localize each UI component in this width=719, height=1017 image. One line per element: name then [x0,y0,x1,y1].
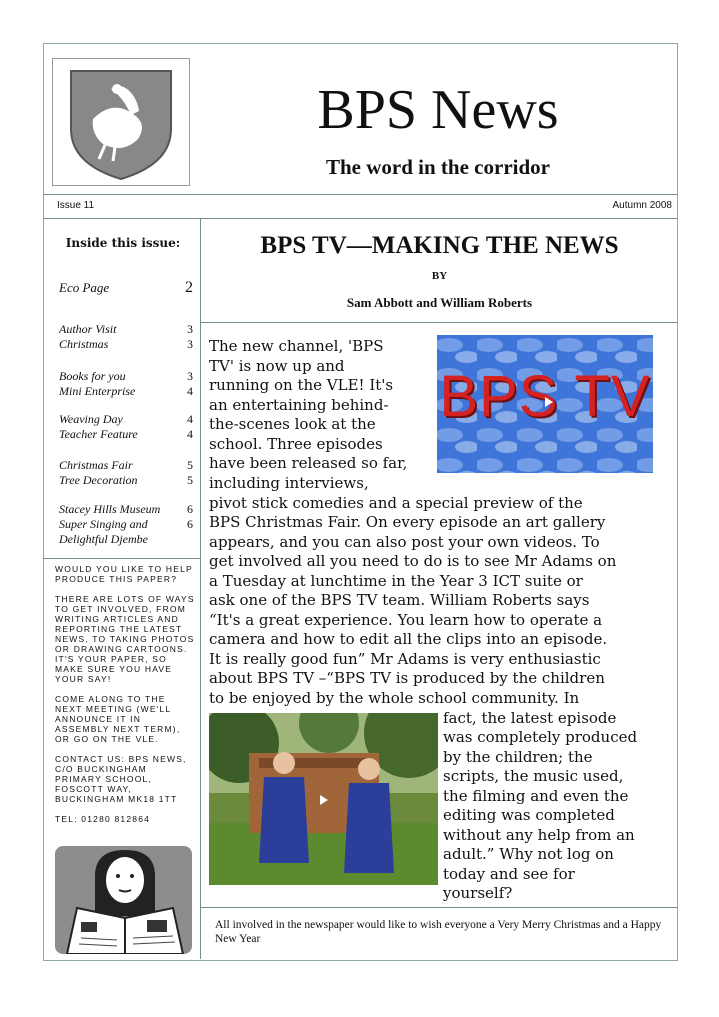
toc-page: 4 [187,384,193,398]
article-line: the-scenes look at the [209,415,376,433]
toc-item[interactable] [59,279,193,297]
issue-bar-rule [43,218,677,219]
toc-item[interactable] [59,384,193,399]
phone-paragraph: TEL: 01280 812864 [55,814,151,824]
info-paragraph: THERE ARE LOTS OF WAYS TO GET INVOLVED, FROM WRITING ARTICLES AND REPORTING THE LATEST NEWS, TO TAKING PHOTOS OR DRAWING CARTOONS. IT'S YOUR PAPER, SO MAKE SURE YOU HAVE YOUR SAY! [55,594,195,684]
article-line: ask one of the BPS TV team. William Roberts says [209,591,590,609]
info-paragraph: WOULD YOU LIKE TO HELP PRODUCE THIS PAPER? [55,564,193,584]
toc-label: Tree Decoration [59,473,138,487]
article-line: running on the VLE! It's [209,376,394,394]
toc-label: Christmas Fair [59,458,133,472]
article-line: was completely produced [443,728,638,746]
sidebar-rule [43,558,201,559]
bps-tv-image[interactable] [437,335,653,473]
article-line: including interviews, [209,474,369,492]
toc-item[interactable] [59,517,193,532]
issue-date: Autumn 2008 [612,200,672,211]
toc-group [59,369,193,399]
toc-item[interactable] [59,502,193,517]
school-crest [52,58,190,186]
info-paragraph: COME ALONG TO THE NEXT MEETING (WE'LL ANNOUNCE IT IN ASSEMBLY NEXT TERM), OR GO ON THE VLE. [55,694,181,744]
toc-group [59,458,193,488]
article-line: camera and how to edit all the clips into an episode. [209,630,608,648]
toc-page: 4 [187,412,193,426]
toc-label: Stacey Hills Museum [59,502,161,516]
newspaper-reader-clipart [55,846,192,954]
toc-feature [59,279,193,297]
article-by: BY [431,270,448,282]
article-authors: Sam Abbott and William Roberts [346,295,533,310]
toc-item[interactable] [59,532,193,547]
article-line: pivot stick comedies and a special preview of the [209,494,583,512]
article-line: scripts, the music used, [443,767,624,785]
play-icon[interactable] [545,397,553,407]
column-divider [200,218,201,959]
article-line: yourself? [443,884,513,902]
article-line: an entertaining behind- [209,396,389,414]
tv-logo-text: BPS TV [439,364,651,429]
article-line: to be enjoyed by the whole school community. In [209,689,580,707]
toc-page: 3 [187,369,193,383]
article-line: TV' is now up and [209,357,345,375]
toc-label: Delightful Djembe [59,532,148,546]
footer-rule [201,907,677,908]
article-line: get involved all you need to do is to see Mr Adams on [209,552,617,570]
article-line: without any help from an [443,826,635,844]
get-involved-box [55,564,195,834]
toc-group [59,412,193,442]
inside-heading: Inside this issue: [65,236,181,250]
toc-label: Christmas [59,337,109,351]
article-line: BPS Christmas Fair. On every episode an art gallery [209,513,606,531]
toc-label: Books for you [59,369,126,383]
article-line: by the children; the [443,748,593,766]
byline-rule [201,322,677,323]
article-line: today and see for [443,865,575,883]
play-icon[interactable] [320,795,328,805]
toc-label: Eco Page [59,280,110,295]
article-line: appears, and you can also post your own videos. To [209,533,600,551]
article-line: a Tuesday at lunchtime in the Year 3 ICT suite or [209,572,583,590]
toc-item[interactable] [59,369,193,384]
toc-page: 2 [185,279,193,296]
toc-item[interactable] [59,427,193,442]
article-line: The new channel, 'BPS [209,337,384,355]
article-line: “It's a great experience. You learn how to operate a [209,611,603,629]
toc-page: 3 [187,337,193,351]
issue-number: Issue 11 [57,200,95,211]
swan-crest-icon [53,59,189,185]
toc-group [59,502,193,547]
article-line: the filming and even the [443,787,629,805]
toc-item[interactable] [59,458,193,473]
article-line: have been released so far, [209,454,408,472]
masthead-rule [43,194,677,195]
toc-item[interactable] [59,322,193,337]
christmas-note: All involved in the newspaper would like to wish everyone a Very Merry Christmas and a Happy New Year [215,919,662,945]
contact-paragraph: CONTACT US: BPS NEWS, C/O BUCKINGHAM PRIMARY SCHOOL, FOSCOTT WAY, BUCKINGHAM MK18 1TT [55,754,187,804]
newspaper-reader-icon [55,846,192,954]
newsletter-tagline: The word in the corridor [326,155,550,179]
toc-page: 5 [187,458,193,472]
toc-label: Mini Enterprise [59,384,136,398]
toc-page: 4 [187,427,193,441]
toc-page: 6 [187,517,193,531]
article-line: school. Three episodes [209,435,383,453]
article-headline: BPS TV—MAKING THE NEWS [260,232,619,259]
article-line: fact, the latest episode [443,709,617,727]
toc-item[interactable] [59,473,193,488]
toc-item[interactable] [59,337,193,352]
article-line: adult.” Why not log on [443,845,614,863]
pupils-photo[interactable] [209,713,438,885]
toc-label: Weaving Day [59,412,123,426]
article-line: about BPS TV –“BPS TV is produced by the children [209,669,605,687]
newsletter-title: BPS News [317,79,559,141]
toc-item[interactable] [59,412,193,427]
toc-page: 5 [187,473,193,487]
toc-label: Author Visit [59,322,117,336]
toc-label: Teacher Feature [59,427,138,441]
toc-page: 6 [187,502,193,516]
article-line: It is really good fun” Mr Adams is very enthusiastic [209,650,601,668]
toc-page: 3 [187,322,193,336]
toc-label: Super Singing and [59,517,148,531]
article-line: editing was completed [443,806,615,824]
toc-group [59,322,193,352]
